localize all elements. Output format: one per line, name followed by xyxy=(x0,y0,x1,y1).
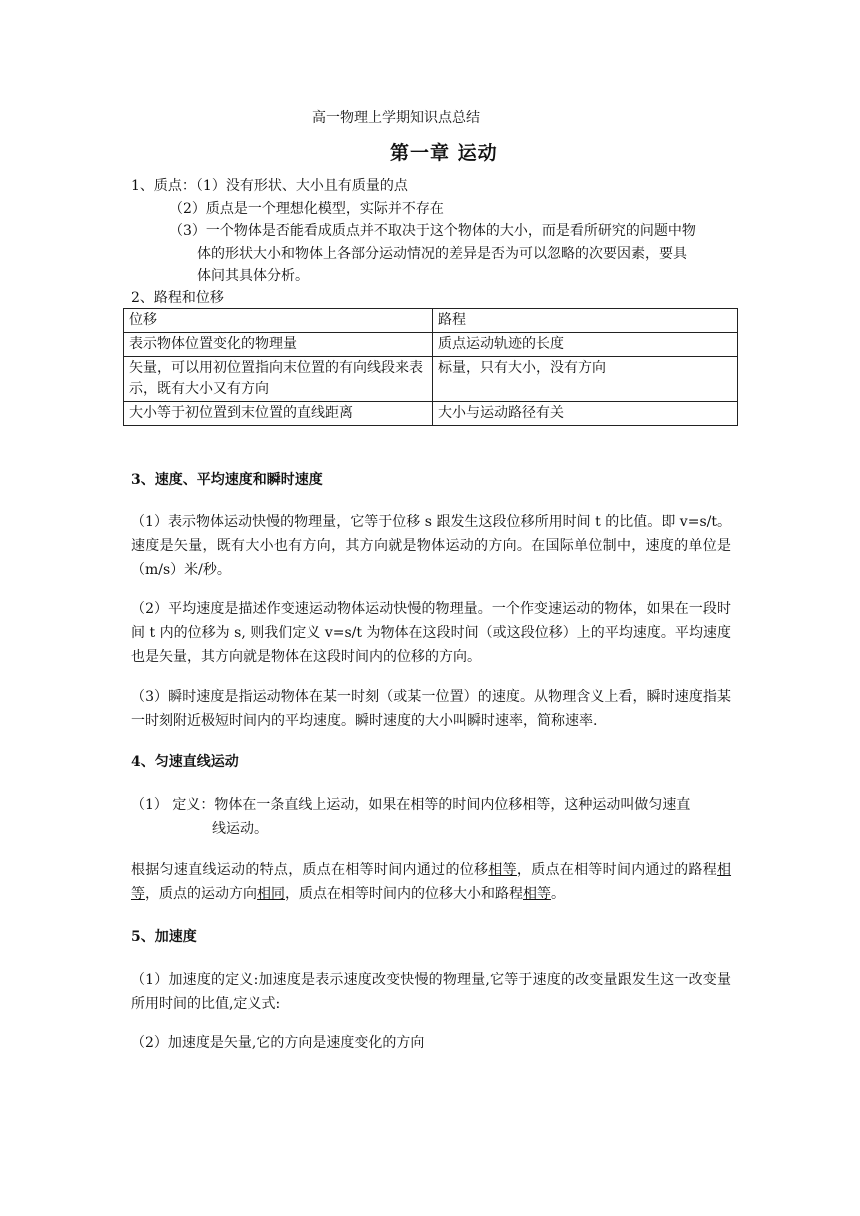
section-1-item-3-line-2: 体的形状大小和物体上各部分运动情况的差异是否为可以忽略的次要因素，要具 xyxy=(197,246,687,262)
table-cell: 大小等于初位置到末位置的直线距离 xyxy=(124,402,433,426)
section-5-paragraph-1: （1）加速度的定义:加速度是表示速度改变快慢的物理量,它等于速度的改变量跟发生这一改变量所用时间的比值,定义式: xyxy=(131,972,731,1012)
underlined-term: 相等 xyxy=(523,886,551,902)
section-1-item-2: （2）质点是一个理想化模型，实际并不存在 xyxy=(169,201,444,217)
table-row xyxy=(124,309,738,333)
table-cell: 标量，只有大小，没有方向 xyxy=(433,357,738,402)
text-run: 根据匀速直线运动的特点，质点在相等时间内通过的位移 xyxy=(131,862,489,878)
table-row xyxy=(124,333,738,357)
table-row xyxy=(124,402,738,426)
section-5-paragraph-2: （2）加速度是矢量,它的方向是速度变化的方向 xyxy=(131,1035,425,1051)
text-run: ，质点在相等时间内通过的路程 xyxy=(516,862,718,878)
section-1-item-3-line-3: 体问其具体分析。 xyxy=(197,268,309,284)
section-3-paragraph-2: （2）平均速度是描述作变速运动物体运动快慢的物理量。一个作变速运动的物体，如果在一段时间 t 内的位移为 s, 则我们定义 v=s/t 为物体在这段时间（或这段位移）上的平均速度。平均速度也是矢量，其方向就是物体在这段时间内的位移的方向。 xyxy=(131,601,731,665)
table-row xyxy=(124,357,738,402)
section-4-definition-line-2: 线运动。 xyxy=(212,821,268,837)
section-1-heading: 1、质点： xyxy=(131,178,196,194)
text-run: ，质点的运动方向 xyxy=(145,886,257,902)
table-header-distance: 路程 xyxy=(433,309,738,333)
section-1-item-3-line-1: （3）一个物体是否能看成质点并不取决于这个物体的大小，而是看所研究的问题中物 xyxy=(169,223,696,239)
section-2-heading: 2、路程和位移 xyxy=(131,290,224,306)
document-title: 高一物理上学期知识点总结 xyxy=(312,110,480,126)
chapter-title: 第一章 运动 xyxy=(390,142,498,164)
section-4-paragraph-2 xyxy=(131,858,731,906)
section-3-paragraph-3: （3）瞬时速度是指运动物体在某一时刻（或某一位置）的速度。从物理含义上看，瞬时速度指某一时刻附近极短时间内的平均速度。瞬时速度的大小叫瞬时速率，简称速率. xyxy=(131,689,731,729)
section-3-heading: 3、速度、平均速度和瞬时速度 xyxy=(131,472,323,488)
section-5-heading: 5、加速度 xyxy=(131,929,197,945)
table-cell: 大小与运动路径有关 xyxy=(433,402,738,426)
underlined-term: 相等 xyxy=(488,862,517,878)
section-3-paragraph-1: （1）表示物体运动快慢的物理量，它等于位移 s 跟发生这段位移所用时间 t 的比值。即 v=s/t。速度是矢量，既有大小也有方向，其方向就是物体运动的方向。在国际单位制中，速度的单位是（m/s）米/秒。 xyxy=(131,514,731,578)
table-cell: 表示物体位置变化的物理量 xyxy=(124,333,433,357)
section-4-heading: 4、匀速直线运动 xyxy=(131,754,239,770)
section-1-line-1 xyxy=(131,175,408,197)
underlined-term: 相同 xyxy=(257,886,285,902)
table-cell: 质点运动轨迹的长度 xyxy=(433,333,738,357)
section-4-definition-line-1: （1） 定义：物体在一条直线上运动，如果在相等的时间内位移相等，这种运动叫做匀速直 xyxy=(131,797,691,813)
table-cell: 矢量，可以用初位置指向末位置的有向线段来表示，既有大小又有方向 xyxy=(124,357,433,402)
text-run: 。 xyxy=(551,886,565,902)
table-header-displacement: 位移 xyxy=(124,309,433,333)
displacement-distance-table xyxy=(123,308,738,426)
section-1-item-1: （1）没有形状、大小且有质量的点 xyxy=(195,178,408,194)
text-run: ，质点在相等时间内的位移大小和路程 xyxy=(285,886,523,902)
underlined-term: 相等 xyxy=(131,862,732,902)
